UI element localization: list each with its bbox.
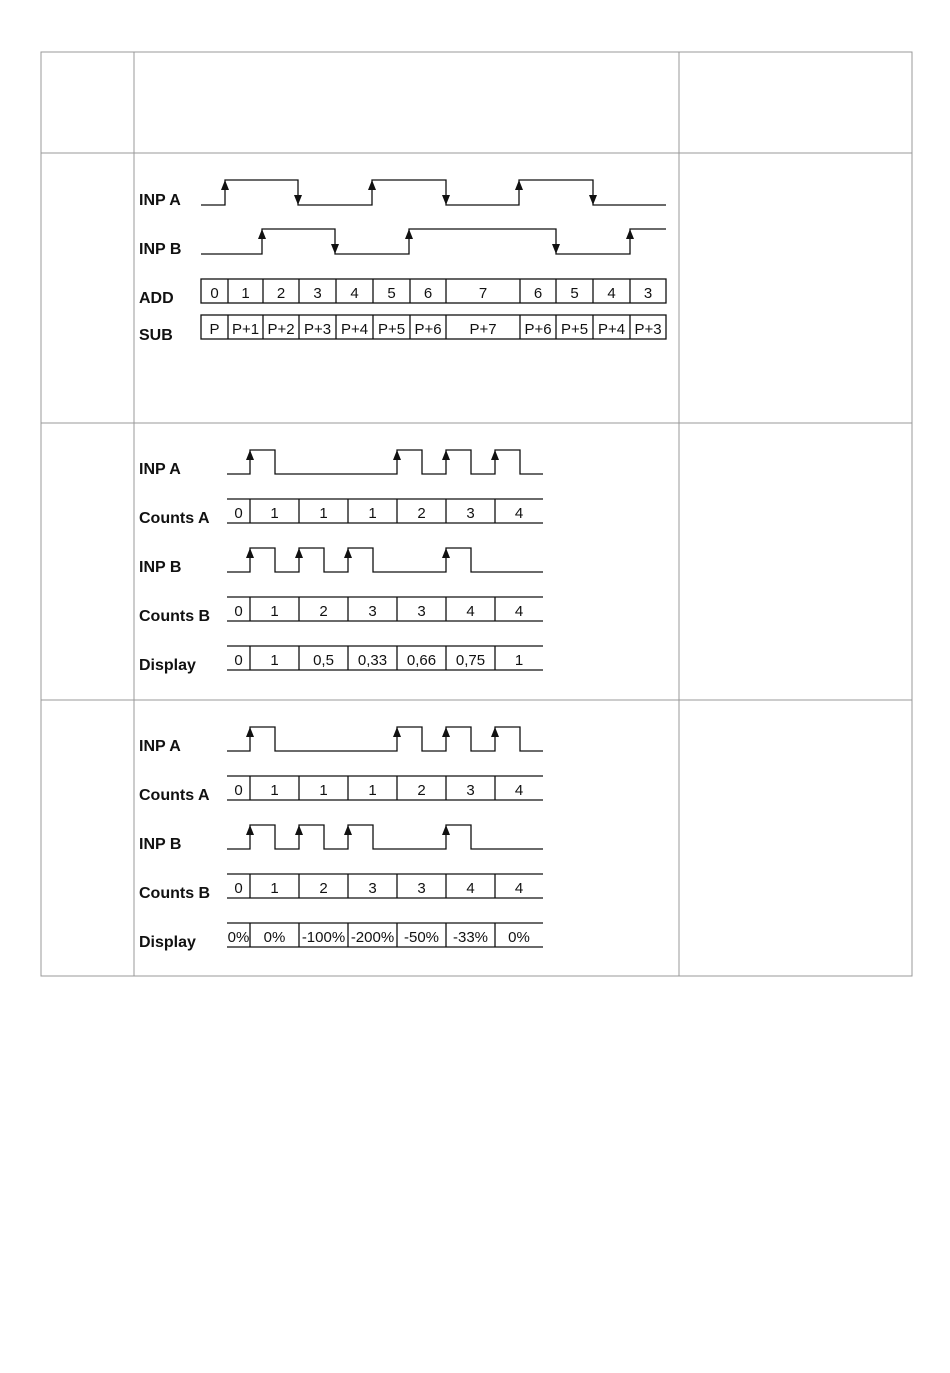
counter-value: 4 [350, 285, 359, 302]
counter-value: P+4 [597, 321, 626, 338]
counter-row-add [201, 279, 666, 303]
counter-value: 5 [387, 285, 396, 302]
rising-edge-arrow [344, 825, 352, 835]
counter-row-counts-b [227, 874, 543, 898]
waveform-inp-b [227, 825, 543, 849]
signal-label-inp-a: INP A [139, 461, 181, 478]
counter-value: P+6 [524, 321, 552, 338]
signal-label-inp-b: INP B [139, 559, 182, 576]
rising-edge-arrow [246, 548, 254, 558]
row-label-add: ADD [139, 290, 174, 307]
signal-label-inp-a: INP A [139, 192, 181, 209]
counter-row-frame [201, 279, 666, 303]
counter-value: 1 [319, 782, 328, 799]
counter-value: 4 [607, 285, 616, 302]
counter-row-display [227, 923, 543, 947]
counter-value: 1 [270, 505, 279, 522]
counter-value: 0% [227, 929, 250, 946]
counter-value: 3 [417, 603, 426, 620]
rising-edge-arrow [344, 548, 352, 558]
signal-label-inp-b: INP B [139, 836, 182, 853]
counter-row-counts-b [227, 597, 543, 621]
counter-value: 4 [514, 603, 524, 620]
counter-value: 2 [319, 603, 328, 620]
row-label-counts-a: Counts A [139, 510, 210, 527]
rising-edge-arrow [295, 825, 303, 835]
falling-edge-arrow [589, 195, 597, 205]
counter-value: 4 [514, 880, 524, 897]
rising-edge-arrow [442, 825, 450, 835]
counter-value: P+5 [560, 321, 589, 338]
counter-value: 1 [241, 285, 250, 302]
counter-value: 4 [514, 782, 524, 799]
counter-value: 0 [210, 285, 219, 302]
counter-value: P+7 [469, 321, 497, 338]
counter-value: 0,5 [313, 652, 334, 669]
rising-edge-arrow [442, 548, 450, 558]
counter-value: 4 [514, 505, 524, 522]
counter-value: 3 [368, 603, 377, 620]
counter-value: P+2 [267, 321, 295, 338]
counter-value: -100% [301, 929, 346, 946]
counter-value: P+3 [303, 321, 332, 338]
counter-value: 0 [234, 880, 243, 897]
counter-value: P [209, 321, 220, 338]
counter-value: 3 [313, 285, 322, 302]
waveform-inp-a [201, 180, 666, 205]
signal-label-inp-b: INP B [139, 241, 182, 258]
counter-value: 0 [234, 782, 243, 799]
rising-edge-arrow [246, 450, 254, 460]
waveform-inp-b [227, 548, 543, 572]
rising-edge-arrow [221, 180, 229, 190]
counter-row-counts-a [227, 776, 543, 800]
counter-value: 5 [570, 285, 579, 302]
counter-value: 0,75 [455, 652, 486, 669]
rising-edge-arrow [515, 180, 523, 190]
counter-value: -33% [452, 929, 489, 946]
row-label-counts-b: Counts B [139, 885, 211, 902]
row-label-display: Display [139, 934, 196, 951]
counter-value: 3 [466, 505, 475, 522]
rising-edge-arrow [258, 229, 266, 239]
counter-value: 3 [643, 285, 653, 302]
counter-value: P+6 [414, 321, 442, 338]
counter-value: 1 [368, 505, 377, 522]
rising-edge-arrow [442, 450, 450, 460]
counter-value: 1 [270, 782, 279, 799]
counter-value: 0% [263, 929, 286, 946]
counter-value: 6 [423, 285, 433, 302]
counter-value: 0% [508, 929, 530, 946]
falling-edge-arrow [442, 195, 450, 205]
counter-value: 0 [234, 603, 243, 620]
counter-value: 1 [319, 505, 328, 522]
counter-value: 4 [466, 603, 475, 620]
counter-value: 6 [533, 285, 543, 302]
counter-row-counts-a [227, 499, 543, 523]
rising-edge-arrow [393, 727, 401, 737]
counter-value: -200% [350, 929, 395, 946]
row-label-counts-a: Counts A [139, 787, 210, 804]
signal-label-inp-a: INP A [139, 738, 181, 755]
counter-value: 2 [276, 285, 286, 302]
rising-edge-arrow [626, 229, 634, 239]
waveform-inp-b [201, 229, 666, 254]
rising-edge-arrow [442, 727, 450, 737]
counter-value: 0,33 [357, 652, 388, 669]
counter-row-sub [201, 315, 666, 339]
counter-value: 3 [466, 782, 475, 799]
rising-edge-arrow [368, 180, 376, 190]
rising-edge-arrow [246, 727, 254, 737]
counter-value: 1 [270, 880, 279, 897]
falling-edge-arrow [294, 195, 302, 205]
counter-value: 3 [368, 880, 377, 897]
rising-edge-arrow [491, 727, 499, 737]
counter-row-display [227, 646, 543, 670]
counter-value: P+4 [340, 321, 369, 338]
counter-value: P+1 [231, 321, 260, 338]
rising-edge-arrow [393, 450, 401, 460]
counter-value: 2 [417, 505, 426, 522]
rising-edge-arrow [491, 450, 499, 460]
row-label-counts-b: Counts B [139, 608, 211, 625]
counter-value: 2 [319, 880, 328, 897]
counter-value: 2 [417, 782, 426, 799]
counter-value: 1 [514, 652, 524, 669]
counter-value: 1 [270, 603, 279, 620]
rising-edge-arrow [295, 548, 303, 558]
rising-edge-arrow [246, 825, 254, 835]
counter-value: P+3 [634, 321, 662, 338]
counter-value: 0 [234, 652, 243, 669]
rising-edge-arrow [405, 229, 413, 239]
row-label-display: Display [139, 657, 196, 674]
falling-edge-arrow [331, 244, 339, 254]
counter-value: 0 [234, 505, 243, 522]
falling-edge-arrow [552, 244, 560, 254]
counter-value: 4 [466, 880, 475, 897]
row-label-sub: SUB [139, 327, 173, 344]
counter-value: -50% [403, 929, 440, 946]
counter-value: 1 [270, 652, 279, 669]
counter-value: P+5 [377, 321, 406, 338]
counter-value: 3 [417, 880, 426, 897]
counter-value: 1 [368, 782, 377, 799]
counter-value: 0,66 [406, 652, 437, 669]
counter-value: 7 [478, 285, 488, 302]
